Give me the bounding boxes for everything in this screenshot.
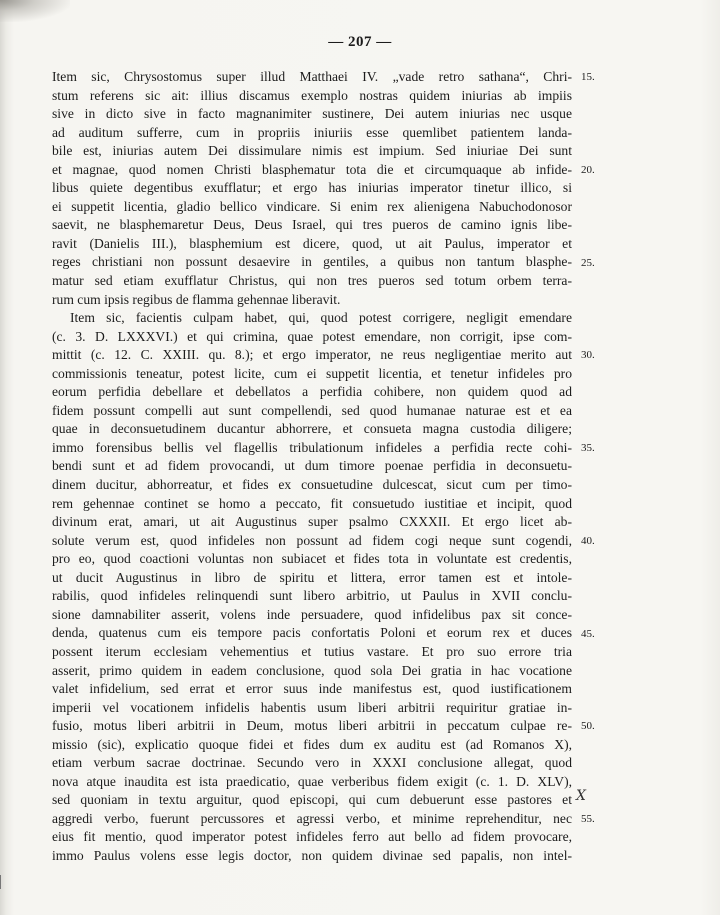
text-line: sive in dicto sive in facto magnanimiter sustinere, Dei autem iniurias nec usque [52, 106, 572, 122]
text-line: reges christiani non possunt desaevire in gentiles, a quibus non tantum blasphe- [52, 254, 572, 270]
text-line: rum cum ipsis regibus de flamma gehennae liberavit. [52, 291, 341, 307]
line-number: 55. [581, 813, 595, 825]
text-line: valet infidelium, sed errat et error suus inde manifestus est, quod iustificationem [52, 681, 572, 697]
text-line: quae in deconsuetudinem ducantur abhorrere, et consueta magna custodia diligere; [52, 421, 572, 437]
text-line: mittit (c. 12. C. XXIII. qu. 8.); et ergo imperator, ne reus negligentiae merito aut [52, 347, 572, 363]
scan-edge-mark [0, 875, 17, 889]
text-line: eius fit mentio, quod imperator potest infideles ferro aut bello ad fidem provocare, [52, 829, 572, 845]
text-line: bendi sunt et ad fidem provocandi, ut dum timore poenae perfidia in deconsuetu- [52, 458, 572, 474]
scan-shadow [0, 0, 70, 22]
text-line: sed quoniam in textu arguitur, quod episcopi, qui cum debuerunt esse pastores et [52, 792, 572, 808]
text-line: missio (sic), explicatio quoque fidei et fides dum ex auditu est (ad Romanos X), [52, 736, 572, 752]
text-line: eorum perfidia debellare et debellatos a perfidia cohibere, non quidem quod ad [52, 384, 572, 400]
body-text [52, 68, 572, 866]
text-line: possent iterum ecclesiam vehementius et tutius vastare. Et pro suo errore tria [52, 643, 572, 659]
text-line: pro eo, quod coactioni voluntas non subiacet et fides tota in voluntate est credentis, [52, 551, 572, 567]
text-line: matur sed etiam exufflatur Christus, qui non tres pueros sed totum orbem terra- [52, 273, 572, 289]
text-line: Item sic, Chrysostomus super illud Matthaei IV. „vade retro sathana“, Chri- [52, 69, 572, 84]
text-line: (c. 3. D. LXXXVI.) et qui crimina, quae potest emendare, non corrigit, ipse com- [52, 328, 572, 344]
text-line: sione damnabiliter asserit, volens inde persuadere, quod infidelibus pax sit conce- [52, 606, 572, 622]
line-number: 45. [581, 627, 595, 640]
text-line: etiam verbum sacrae doctrinae. Secundo vero in XXXI conclusione allegat, quod [52, 755, 572, 771]
line-number: 40. [581, 534, 595, 547]
text-line: ad auditum sufferre, cum in propriis iniuriis esse quemlibet patientem landa- [52, 124, 572, 140]
text-line: rem gehennae continet se homo a peccato, fit consuetudo iustitiae et incipit, quod [52, 495, 572, 511]
page-number: — 207 — [328, 34, 392, 50]
text-line: ei suppetit licentia, gladio bellico vindicare. Si enim rex alienigena Nabuchodonosor [52, 198, 572, 214]
text-line: libus quiete degentibus exufflatur; et ergo has iniurias imperator tinetur illico, si [52, 180, 572, 196]
text-line: aggredi verbo, fuerunt percussores et agressi verbo, et minime reprehenditur, nec [52, 810, 572, 826]
text-line: denda, quatenus cum eis tempore pacis confortatis Poloni et eorum rex et duces [52, 625, 572, 641]
text-line: ravit (Danielis III.), blasphemium est dicere, quod, ut ait Paulus, imperator et [52, 235, 572, 251]
text-line: bile est, iniurias autem Dei dissimulare nimis est impium. Sed iniuriae Dei sunt [52, 143, 572, 159]
line-number: 30. [581, 349, 595, 362]
text-line: stum referens sic ait: illius discamus exemplo nostras quidem iniurias ab impiis [52, 87, 572, 103]
line-number: 50. [581, 720, 595, 733]
text-line: divinum erat, amari, ut ait Augustinus super psalmo CXXXII. Et ergo licet ab- [52, 514, 572, 530]
text-line: commissionis teneatur, potest licite, cum ei suppetit licentia, et tenetur infideles pro [52, 365, 572, 381]
text-line: immo forensibus bellis vel flagellis tribulationum infideles a perfidia recte cohi- [52, 439, 572, 455]
text-line: et magnae, quod nomen Christi blasphematur tota die et circumquaque ab infide- [52, 161, 572, 177]
text-line: fusio, motus liberi arbitrii in Deum, motus liberi arbitrii in peccatum culpae re- [52, 718, 572, 734]
line-number: 20. [581, 163, 595, 176]
text-line: Item sic, facientis culpam habet, qui, quod potest corrigere, negligit emendare [70, 310, 572, 326]
text-line: immo Paulus volens esse legis doctor, non quidem divinae sed papalis, non intel- [52, 847, 572, 863]
line-number: 25. [581, 256, 595, 269]
line-number: 15. [581, 71, 595, 83]
text-line: asserit, primo quidem in eadem conclusione, quod sola Dei gratia in hac vocatione [52, 662, 572, 678]
text-line: fidem possunt compelli aut sunt compellendi, sed quod humanae naturae est et ea [52, 402, 572, 418]
text-line: solute verum est, quod infideles non possunt ad fidem cogi neque sunt cogendi, [52, 532, 572, 548]
text-line: rabilis, quod infideles relinquendi sunt libero arbitrio, ut Paulus in XVII conclu- [52, 588, 572, 604]
text-line: imperii vel vocationem infidelis habentis usum liberi arbitrii requiritur gratiae in- [52, 699, 572, 715]
text-line: dinem ducitur, abhorreatur, et fides ex consuetudine dulcescat, sicut cum per timo- [52, 477, 572, 493]
text-line: nova atque inaudita est ista praedicatio, quae verberibus fidem exigit (c. 1. D. XLV), [52, 773, 572, 789]
line-number: 35. [581, 442, 595, 454]
text-line: saevit, ne blasphemaretur Deus, Deus Israel, qui tres pueros de camino ignis libe- [52, 217, 572, 233]
margin-annotation: X [576, 788, 586, 804]
text-line: ut ducit Augustinus in libro de spiritu et littera, error tamen est et intole- [52, 569, 572, 585]
